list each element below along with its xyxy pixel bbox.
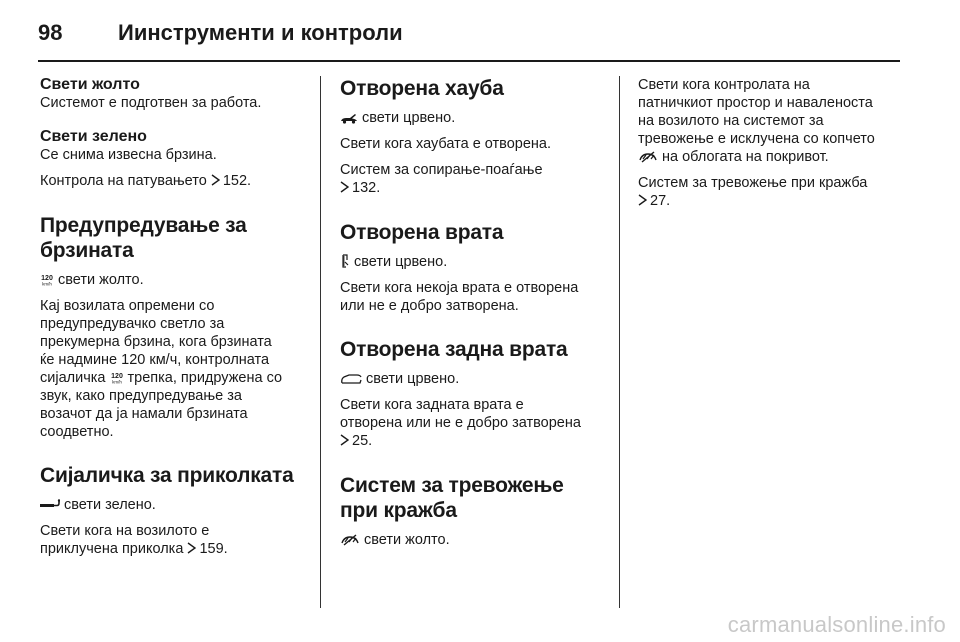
paragraph	[40, 496, 312, 514]
text-line	[638, 192, 910, 211]
text-line: патничкиот простор и наваленоста	[638, 95, 873, 111]
paragraph	[40, 271, 312, 289]
page-reference-arrow-icon	[340, 433, 349, 451]
paragraph	[40, 172, 312, 191]
paragraph	[340, 370, 608, 388]
hood-open-icon	[340, 112, 358, 124]
column-1	[40, 76, 312, 559]
paragraph-text: Контрола на патувањето	[40, 173, 207, 189]
svg-text:km/h: km/h	[111, 379, 122, 384]
text-line	[40, 369, 312, 387]
text-line: Систем за тревожење при кражба	[638, 175, 868, 191]
text-line	[40, 540, 312, 559]
paragraph: Се снима извесна брзина.	[40, 147, 217, 163]
cross-reference[interactable]: 27.	[650, 193, 671, 209]
heading-line: при кражба	[340, 499, 457, 522]
section-heading: Свети жолто	[40, 76, 140, 93]
paragraph	[340, 109, 608, 127]
text-line: тревожење е исклучена со копчето	[638, 131, 875, 147]
text-fragment: трепка, придружена со	[127, 370, 283, 386]
text-line: соодветно.	[40, 424, 114, 440]
paragraph	[340, 279, 608, 315]
chapter-title: Иинструменти и контроли	[118, 20, 403, 45]
heading-line: брзината	[40, 239, 134, 262]
section-heading	[40, 213, 312, 263]
text-line	[340, 179, 608, 198]
heading-line: Предупредување за	[40, 214, 247, 237]
cross-reference[interactable]: 132.	[352, 180, 381, 196]
paragraph: Системот е подготвен за работа.	[40, 95, 262, 111]
paragraph	[340, 531, 608, 549]
anti-theft-alarm-icon	[340, 534, 360, 546]
paragraph	[638, 174, 910, 211]
heading-line: Систем за тревожење	[340, 474, 564, 497]
paragraph-text: свети жолто.	[364, 532, 450, 548]
speed-120-icon	[40, 273, 54, 286]
text-line: Свети кога контролата на	[638, 77, 810, 93]
text-line: на возилото на системот за	[638, 113, 824, 129]
column-divider	[320, 76, 321, 608]
text-fragment: сијаличка	[40, 370, 106, 386]
paragraph	[40, 522, 312, 559]
text-line: Кај возилата опремени со	[40, 298, 215, 314]
text-line: звук, како предупредување за	[40, 388, 242, 404]
paragraph-text: свети црвено.	[366, 371, 460, 387]
text-line: отворена или не е добро затворена	[340, 415, 581, 431]
text-line: Свети кога некоја врата е отворена	[340, 280, 579, 296]
column-divider	[619, 76, 620, 608]
text-line: предупредувачко светло за	[40, 316, 225, 332]
svg-text:120: 120	[110, 373, 123, 380]
paragraph	[340, 161, 608, 198]
tailgate-open-icon	[340, 373, 362, 385]
text-line: возачот да ја намали брзината	[40, 406, 248, 422]
door-open-icon	[340, 254, 350, 268]
text-line: Свети кога задната врата е	[340, 397, 524, 413]
svg-text:km/h: km/h	[42, 281, 52, 286]
anti-theft-alarm-icon	[638, 151, 658, 163]
text-line: Систем за сопирање-поаѓање	[340, 162, 543, 178]
text-line: или не е добро затворена.	[340, 298, 519, 314]
trailer-icon	[40, 499, 60, 511]
cross-reference[interactable]: 152.	[222, 173, 252, 189]
page-reference-arrow-icon	[187, 541, 196, 559]
svg-text:120: 120	[41, 275, 53, 282]
paragraph	[340, 396, 608, 451]
section-heading: Отворена хауба	[340, 77, 504, 100]
page-number: 98	[38, 20, 63, 45]
column-2	[340, 76, 608, 549]
page-reference-arrow-icon	[211, 173, 220, 191]
page-reference-arrow-icon	[340, 180, 349, 198]
page-reference-arrow-icon	[638, 193, 647, 211]
column-3	[638, 76, 910, 211]
speed-120-icon	[110, 371, 124, 384]
paragraph-text: свети зелено.	[64, 497, 156, 513]
section-heading	[340, 473, 608, 523]
text-line: Свети кога на возилото е	[40, 523, 210, 539]
paragraph-text: свети жолто.	[58, 272, 144, 288]
section-heading: Отворена задна врата	[340, 338, 568, 361]
paragraph-text: свети црвено.	[362, 110, 456, 126]
text-line	[340, 432, 608, 451]
paragraph-text: свети црвено.	[354, 254, 448, 270]
text-line: ќе надмине 120 км/ч, контролната	[40, 352, 270, 368]
paragraph	[638, 76, 910, 166]
paragraph	[340, 253, 608, 271]
section-heading: Отворена врата	[340, 221, 504, 244]
cross-reference[interactable]: 25.	[352, 433, 373, 449]
paragraph: Свети кога хаубата е отворена.	[340, 136, 552, 152]
section-heading: Свети зелено	[40, 128, 147, 145]
header-rule	[38, 60, 900, 62]
paragraph	[40, 297, 312, 441]
text-fragment: приклучена приколка	[40, 541, 184, 557]
section-heading: Сијаличка за приколката	[40, 464, 294, 487]
cross-reference[interactable]: 159.	[199, 541, 228, 557]
watermark: carmanualsonline.info	[727, 612, 946, 637]
text-line	[638, 148, 910, 166]
text-line: прекумерна брзина, кога брзината	[40, 334, 272, 350]
text-fragment: на облогата на покривот.	[662, 149, 829, 165]
